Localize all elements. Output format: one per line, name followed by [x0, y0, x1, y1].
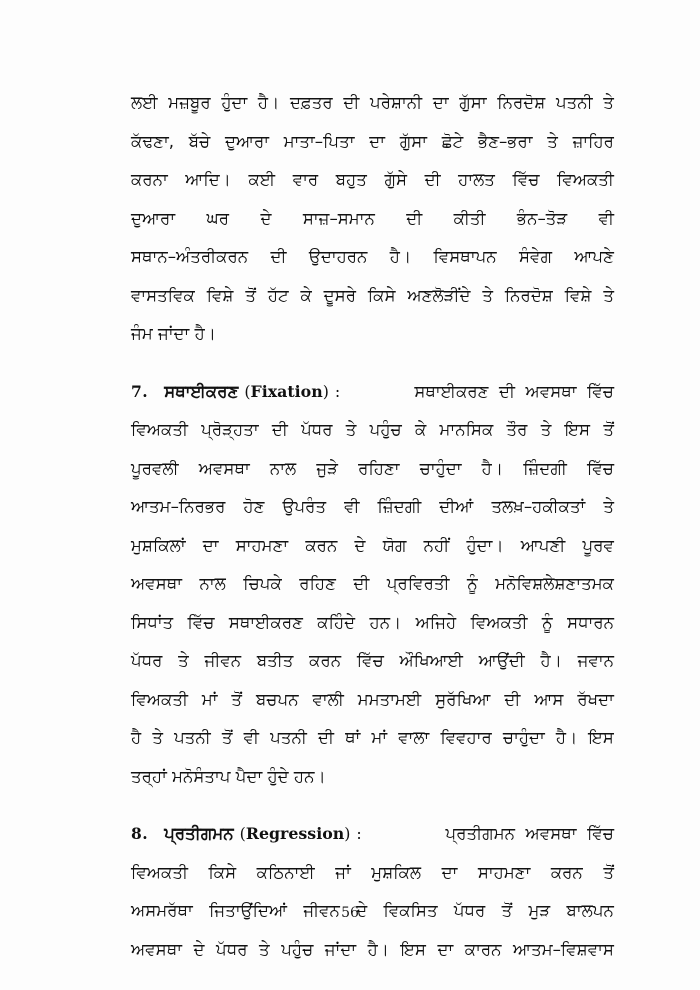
heading-colon: :: [334, 381, 341, 401]
word: ਜਿਤਾਉਂਦਿਆਂ: [209, 901, 288, 920]
word: ਮਾਂ: [201, 689, 218, 709]
word: ਜੰਮ ਜਾਂਦਾ ਹੈ।: [131, 324, 216, 343]
word: ਵੀ: [598, 208, 614, 228]
open-paren: (: [244, 381, 251, 401]
heading-line-rest: ਪ੍ਰਤੀਗਮਨ ਅਵਸਥਾ ਵਿੱਚ: [440, 824, 614, 843]
word: ਲਈ: [131, 93, 158, 112]
word: ਚਾਹੁੰਦਾ: [502, 728, 545, 747]
page-body: [131, 84, 614, 969]
text-line: [131, 931, 614, 970]
heading-run: [131, 815, 362, 854]
word: ਦੇ: [354, 535, 366, 555]
word: ਹੈ।: [481, 458, 504, 478]
word: ਆਤਮ–ਨਿਰਭਰ: [131, 497, 226, 516]
word: ਗੁੱਸਾ: [459, 93, 487, 112]
open-paren: (: [239, 824, 246, 843]
word: ਦੂਸਰੇ: [323, 285, 356, 305]
word: ਹੁੰਦਾ।: [466, 535, 504, 555]
word: ਛੋਟੇ: [441, 131, 464, 151]
word: ਆਪਣੀ: [520, 535, 566, 555]
word: ਔਖਿਆਈ: [399, 651, 464, 670]
word: ਇਸ: [564, 420, 591, 439]
word: ਮਾਂ: [371, 728, 388, 747]
word: ਤੇ: [482, 285, 493, 305]
word: ਸਾਹਮਣਾ: [477, 862, 531, 882]
word: ਦੀ: [318, 728, 334, 747]
word: ਚਾਹੁੰਦਾ: [419, 458, 462, 478]
paragraph-fixation: [131, 373, 614, 797]
word: ਹੈ।: [540, 651, 562, 670]
text-line: [131, 719, 614, 758]
word: ਹੈ।: [257, 93, 280, 112]
word: ਗੁੱਸੇ: [384, 170, 408, 189]
text-line: [131, 488, 614, 527]
word: ਪਰੇਸ਼ਾਨੀ: [370, 93, 423, 112]
section-title-punjabi: ਪ੍ਰਤੀਗਮਨ: [164, 824, 234, 843]
text-line: [131, 123, 614, 162]
word: ਭੈਣ–ਭਰਾ: [478, 131, 533, 151]
word: ਨਿਰਦੋਸ਼: [497, 93, 546, 112]
word: ਵਿਸਥਾਪਨ: [433, 247, 497, 266]
word: ਪੂਰਵਲੀ: [131, 458, 179, 478]
word: ਕਿਸੇ: [208, 862, 237, 882]
word: ਰੱਖਦਾ: [577, 689, 614, 709]
word: ਵਾਲਾ: [398, 728, 430, 747]
word: ਦੀ: [504, 689, 521, 709]
word: ਤੇ: [603, 285, 614, 305]
text-line: [131, 315, 614, 354]
word: ਪੱਧਰ: [216, 939, 248, 959]
text-line: [131, 642, 614, 681]
word: ਮੁਸ਼ਕਿਲਾਂ: [131, 535, 186, 555]
word: ਸਾਹਮਣਾ: [235, 535, 289, 555]
section-title-english: Regression: [245, 824, 345, 843]
text-line: [131, 277, 614, 316]
word: ਨੂੰ: [466, 574, 478, 593]
text-line: [131, 565, 614, 604]
word: ਵਿਅਕਤੀ: [131, 420, 188, 439]
word: ਕਰਨ: [550, 862, 583, 882]
word: ਹੈ।: [389, 247, 412, 266]
word: ਰਹਿਣ: [299, 574, 336, 593]
word: ਬਚਪਨ: [255, 689, 299, 709]
word: ਨਿਰਦੋਸ਼: [504, 285, 553, 305]
word: ਤੋਂ: [501, 901, 513, 920]
word: ਪ੍ਰਵਿਰਤੀ: [386, 574, 450, 593]
word: ਜਵਾਨ: [577, 651, 614, 670]
word: ਮਾਤਾ–ਪਿਤਾ: [283, 131, 355, 151]
word: ਨਾਲ: [269, 458, 297, 478]
word: ਵਾਲੀ: [312, 689, 344, 709]
text-line: [131, 411, 614, 450]
word: ਵਿਸ਼ੇ: [206, 285, 234, 305]
word: ਮਮਤਾਮਈ: [357, 689, 422, 709]
word: ਭੰਨ–ਤੋੜ: [516, 208, 568, 228]
text-line: [131, 84, 614, 123]
word: ਦਾ: [369, 131, 385, 151]
word: ਇਸ: [400, 939, 426, 959]
word: ਵਾਰ: [292, 170, 319, 189]
word: ਇਸ: [588, 728, 614, 747]
word: ਦਾ: [437, 939, 454, 959]
word: ਨਹੀਂ: [423, 535, 450, 555]
word: ਤੇ: [603, 497, 614, 516]
paragraph-continued: [131, 84, 614, 354]
word: ਬਹੁਤ: [335, 170, 367, 189]
word: ਵੀ: [344, 497, 360, 516]
word: ਆਦਿ।: [185, 170, 231, 189]
word: ਤੇ: [259, 939, 270, 959]
word: ਤੋਂ: [245, 285, 256, 305]
word: ਤੇ: [152, 728, 163, 747]
word: ਦੁਆਰਾ: [131, 208, 176, 228]
word: ਦੀ: [424, 170, 441, 189]
word: ਪਤਨੀ: [270, 728, 307, 747]
word: ਕੀਤੀ: [453, 208, 486, 228]
text-line: [131, 604, 614, 643]
word: ਜਾਂਦਾ: [324, 939, 357, 959]
text-line: [131, 527, 614, 566]
word: ਮਾਨਸਿਕ: [439, 420, 494, 439]
word: ਕੱਢਣਾ,: [131, 131, 174, 151]
heading-colon: :: [356, 824, 362, 843]
word: ਵਿੱਚ: [587, 458, 614, 478]
word: ਹੈ।: [555, 728, 578, 747]
word: ਕਹਿੰਦੇ: [317, 612, 356, 632]
text-line: [131, 200, 614, 239]
word: ਕਰਨ: [305, 535, 338, 555]
section-heading-line: [131, 373, 614, 412]
word: ਕਿਸੇ: [367, 285, 396, 305]
word: ਜ਼ਿੰਦਗੀ: [523, 458, 567, 478]
text-line: [131, 854, 614, 893]
word: ਦੀਆਂ: [439, 497, 474, 516]
word: ਮਜ਼ਬੂਰ: [168, 93, 211, 112]
word: ਉਦਾਹਰਨ: [308, 247, 368, 266]
word: ਤੋਂ: [603, 420, 614, 439]
word: ਮੁਸ਼ਕਿਲ: [371, 862, 422, 882]
word: ਜੁੜੇ: [316, 458, 339, 478]
word: ਮਨੋਵਿਸ਼ਲੇਸ਼ਣਾਤਮਕ: [495, 574, 614, 593]
word: ਵਿੱਚ: [512, 170, 540, 189]
word: ਜ਼ਿੰਦਗੀ: [377, 497, 422, 516]
word: ਦੁਆਰਾ: [224, 131, 270, 151]
word: ਤੇ: [345, 420, 357, 439]
word: ਦੀ: [270, 247, 287, 266]
word: ਪਹੁੰਚ: [369, 420, 402, 439]
text-line: [131, 238, 614, 277]
word: ਹੱਟ: [267, 285, 289, 305]
word: ਕੇ: [414, 420, 427, 439]
word: ਤੇ: [547, 131, 558, 151]
word: ਪ੍ਰੋੜ੍ਹਤਾ: [201, 420, 259, 439]
text-line: [131, 758, 614, 797]
section-number: 7.: [131, 381, 149, 401]
text-line: [131, 681, 614, 720]
heading-line-rest: ਸਥਾਈਕਰਣ ਦੀ ਅਵਸਥਾ ਵਿੱਚ: [409, 381, 614, 401]
word: ਵਿਅਕਤੀ: [556, 170, 614, 189]
word: ਹਨ।: [369, 612, 402, 632]
word: ਹੁੰਦਾ: [221, 93, 248, 112]
text-line: [131, 161, 614, 200]
word: ਤੋਂ: [603, 862, 614, 882]
word: ਚਿਪਕੇ: [243, 574, 282, 593]
word: ਸਧਾਰਨ: [567, 612, 614, 632]
word: ਬੱਚੇ: [188, 131, 211, 151]
word: ਕਈ: [248, 170, 276, 189]
text-line: [131, 450, 614, 489]
close-paren: ): [322, 381, 329, 401]
word: ਪੱਧਰ: [131, 651, 163, 670]
word: ਨੂੰ: [541, 612, 553, 632]
word: ਵੀ: [243, 728, 260, 747]
word: ਸਥਾਨ–ਅੰਤਰੀਕਰਨ: [131, 247, 249, 266]
word: ਤੋਂ: [231, 689, 243, 709]
word: ਹੈ।: [367, 939, 389, 959]
section-heading-line: [131, 815, 614, 854]
word: ਦੇ: [260, 208, 272, 228]
paragraph-regression: [131, 815, 614, 969]
word: ਹਾਲਤ: [458, 170, 495, 189]
word: ਵਿੱਚ: [187, 612, 215, 632]
word: ਰਹਿਣਾ: [358, 458, 400, 478]
word: ਆਉਂਦੀ: [478, 651, 525, 670]
word: ਦਾ: [432, 93, 449, 112]
word: ਆਪਣੇ: [574, 247, 614, 266]
word: ਸੰਵੇਗ: [519, 247, 552, 266]
page-number: 56: [341, 905, 359, 921]
word: ਪਤਨੀ: [174, 728, 211, 747]
word: ਪਤਨੀ: [555, 93, 593, 112]
word: ਪੂਰਵ: [582, 535, 614, 555]
word: ਮੁੜ: [528, 901, 551, 920]
word: ਅਵਸਥਾ: [131, 574, 182, 593]
word: ਤਲਖ਼–ਹਕੀਕਤਾਂ: [491, 497, 586, 516]
word: ਤੇ: [178, 651, 189, 670]
word: ਵਿਅਕਤੀ: [470, 612, 528, 632]
word: ਦੀ: [343, 93, 360, 112]
word: ਯੋਗ: [382, 535, 407, 555]
word: ਵਿਸ਼ੇ: [564, 285, 592, 305]
word: ਦੀ: [353, 574, 370, 593]
word: ਦਾ: [441, 862, 458, 882]
word: ਤੇ: [603, 93, 614, 112]
section-number: 8.: [131, 824, 149, 843]
word: ਕੇ: [300, 285, 312, 305]
word: ਅਜਿਹੇ: [415, 612, 457, 632]
word: ਕਠਿਨਾਈ: [256, 862, 315, 882]
word: ਥਾਂ: [345, 728, 361, 747]
word: ਦੀ: [271, 420, 288, 439]
word: ਬਾਲਪਨ: [566, 901, 614, 920]
word: ਪੱਧਰ: [301, 420, 333, 439]
word: ਪਹੁੰਚ: [281, 939, 314, 959]
word: ਜਾਂ: [335, 862, 351, 882]
word: ਹੈ: [131, 728, 142, 747]
word: ਜੀਵਨ: [303, 901, 340, 920]
section-title-english: Fixation: [250, 381, 323, 401]
word: ਦਫ਼ਤਰ: [289, 93, 333, 112]
word: ਅਸਮਰੱਥਾ: [131, 901, 193, 920]
word: ਤੌਰ: [506, 420, 528, 439]
word: ਤਰ੍ਹਾਂ ਮਨੋਸੰਤਾਪ ਪੈਦਾ ਹੁੰਦੇ ਹਨ।: [131, 766, 326, 786]
word: ਦਾ: [202, 535, 219, 555]
word: ਸਾਜ਼–ਸਮਾਨ: [302, 208, 375, 228]
close-paren: ): [344, 824, 351, 843]
word: ਸਥਾਈਕਰਣ: [228, 612, 303, 632]
heading-run: [131, 373, 340, 412]
word: ਉਪਰੰਤ: [282, 497, 327, 516]
word: ਨਾਲ: [199, 574, 226, 593]
word: ਆਤਮ–ਵਿਸ਼ਵਾਸ: [513, 939, 614, 959]
word: ਤੇ: [540, 420, 552, 439]
word: ਵਾਸਤਵਿਕ: [131, 285, 195, 305]
word: ਕਰਨਾ: [131, 170, 168, 189]
word: ਜ਼ਾਹਿਰ: [572, 131, 614, 151]
word: ਬਤੀਤ: [256, 651, 294, 670]
word: ਪੱਧਰ: [453, 901, 486, 920]
word: ਕਰਨ: [309, 651, 342, 670]
word: ਵਿਅਕਤੀ: [131, 862, 188, 882]
word: ਅਣਲੋੜੀਂਦੇ: [407, 285, 471, 305]
word: ਹੋਣ: [243, 497, 265, 516]
word: ਤੋਂ: [221, 728, 233, 747]
word: ਘਰ: [206, 208, 230, 228]
word: ਸੁਰੱਖਿਆ: [435, 689, 491, 709]
section-title-punjabi: ਸਥਾਈਕਰਣ: [164, 381, 239, 401]
word: ਵਿਵਹਾਰ: [440, 728, 492, 747]
word: ਦੇ: [193, 939, 205, 959]
word: ਅਵਸਥਾ: [198, 458, 250, 478]
word: ਦੇ: [356, 901, 368, 920]
word: ਵਿਅਕਤੀ: [131, 689, 188, 709]
word: ਵਿੱਚ: [356, 651, 384, 670]
word: ਵਿਕਸਿਤ: [383, 901, 438, 920]
word: ਕਾਰਨ: [464, 939, 502, 959]
word: ਸਿਧਾਂਤ: [131, 612, 174, 632]
word: ਆਸ: [534, 689, 564, 709]
word: ਜੀਵਨ: [204, 651, 242, 670]
word: ਦੀ: [406, 208, 423, 228]
word: ਗੁੱਸਾ: [399, 131, 428, 151]
word: ਅਵਸਥਾ: [131, 939, 182, 959]
